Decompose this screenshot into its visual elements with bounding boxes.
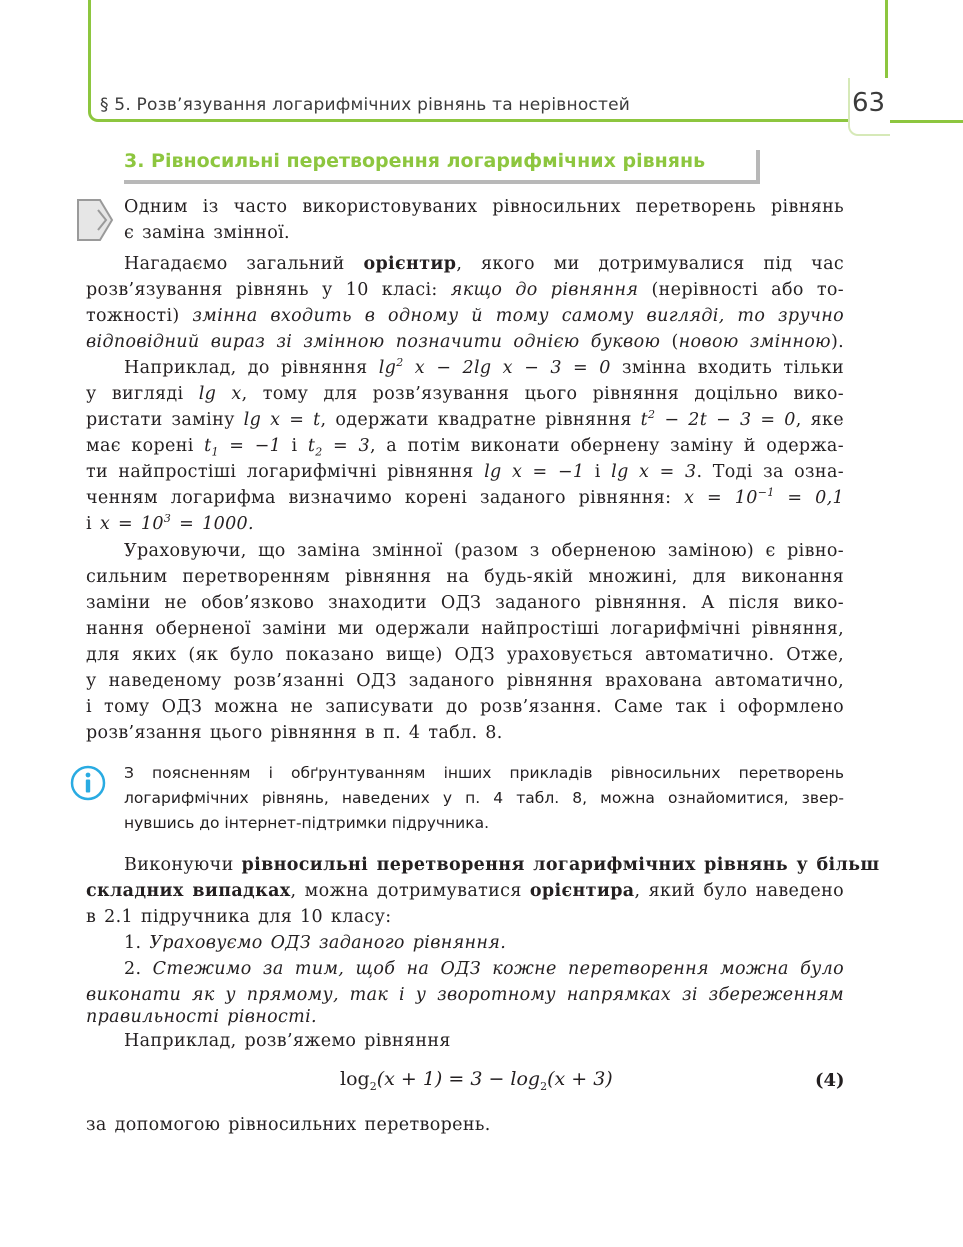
p2-line-7: і $x = 10^3 = 1000$. (86, 512, 254, 534)
page-number: 63 (852, 88, 886, 118)
info-icon (70, 765, 106, 801)
info-note-line-2: логарифмічних рівнянь, наведених у п. 4 табл. 8, можна ознайомитися, звер- (124, 789, 844, 807)
running-head: § 5. Розв’язування логарифмічних рівнянь та нерівностей (100, 95, 630, 115)
intro-line-2: є заміна змінної. (124, 223, 290, 243)
arrow-tab-icon (76, 198, 116, 242)
p3-line-8: розв’язання цього рівняння в п. 4 табл. 8. (86, 723, 503, 743)
p1-line-2: розв’язування рівнянь у 10 класі: якщо до рівняння (нерівності або то- (86, 280, 845, 300)
equation-number: (4) (815, 1070, 845, 1091)
p4-line-1: Виконуючи рівносильні перетворення логарифмічних рівнянь у більш (124, 855, 880, 875)
p3-line-6: у наведеному розв’язанні ОДЗ заданого рівняння врахована автоматично, (86, 671, 844, 691)
p2-line-5: ти найпростіші логарифмічні рівняння lg x = −1 і lg x = 3. Тоді за озна- (86, 462, 844, 482)
p3-line-1: Ураховуючи, що заміна змінної (разом з оберненою заміною) є рівно- (124, 541, 844, 561)
list-item-2-line-3: правильності рівності. (86, 1007, 317, 1027)
p4-line-3: в 2.1 підручника для 10 класу: (86, 907, 392, 927)
p2-line-2: у вигляді lg x, тому для розв’язування цього рівняння доцільно вико- (86, 384, 844, 404)
list-item-2-line-1: 2. Стежимо за тим, щоб на ОДЗ кожне перетворення можна було (124, 959, 844, 979)
p2-line-3: ристати заміну lg x = t, одержати квадратне рівняння $t^2 - 2t - 3 = 0$, яке (86, 408, 844, 430)
p1-line-1: Нагадаємо загальний орієнтир, якого ми дотримувалися під час (124, 254, 844, 274)
intro-line-1: Одним із часто використовуваних рівносильних перетворень рівнянь (124, 197, 844, 217)
p3-line-3: заміни не обов’язково знаходити ОДЗ заданого рівняння. А після вико- (86, 593, 844, 613)
closing-line: за допомогою рівносильних перетворень. (86, 1115, 491, 1135)
header-rule (885, 120, 963, 123)
p4-line-2: складних випадках, можна дотримуватися орієнтира, який було наведено (86, 881, 844, 901)
section-title: 3. Рівносильні перетворення логарифмічних рівнянь (124, 150, 760, 184)
p3-line-5: для яких (як було показано вище) ОДЗ ураховується автоматично. Отже, (86, 645, 844, 665)
p1-line-4: відповідний вираз зі змінною позначити однією буквою (новою змінною). (86, 332, 845, 352)
p3-line-4: нання оберненої заміни ми одержали найпростіші логарифмічні рівняння, (86, 619, 844, 639)
p3-line-2: сильним перетворенням рівняння на будь-якій множині, для виконання (86, 567, 844, 587)
list-item-2-line-2: виконати як у прямому, так і у зворотному напрямках зі збереженням (86, 985, 844, 1005)
p2-line-1: Наприклад, до рівняння $\lg^2 x - 2\lg$ x − 3 = 0 змінна входить тільки (124, 356, 844, 378)
p1-line-3: тожності) змінна входить в одному й тому самому вигляді, то зручно (86, 306, 844, 326)
equation-4: $\log_2(x + 1) = 3 - \log_2(x + 3)$ (340, 1068, 613, 1093)
list-item-1: 1. Ураховуємо ОДЗ заданого рівняння. (124, 933, 507, 953)
p2-line-6: ченням логарифма визначимо корені заданого рівняння: $x = 10^{-1} = 0,1$ (86, 486, 844, 508)
p2-line-4: має корені $t_1 = -1$ і $t_2 = 3$, а потім виконати обернену заміну й одержа- (86, 436, 844, 459)
info-note-line-1: З поясненням і обґрунтуванням інших прикладів рівносильних перетворень (124, 764, 844, 782)
info-note-line-3: нувшись до інтернет-підтримки підручника. (124, 814, 490, 832)
example-intro: Наприклад, розв’яжемо рівняння (124, 1031, 451, 1051)
p3-line-7: і тому ОДЗ можна не записувати до розв’язання. Саме так і оформлено (86, 697, 844, 717)
